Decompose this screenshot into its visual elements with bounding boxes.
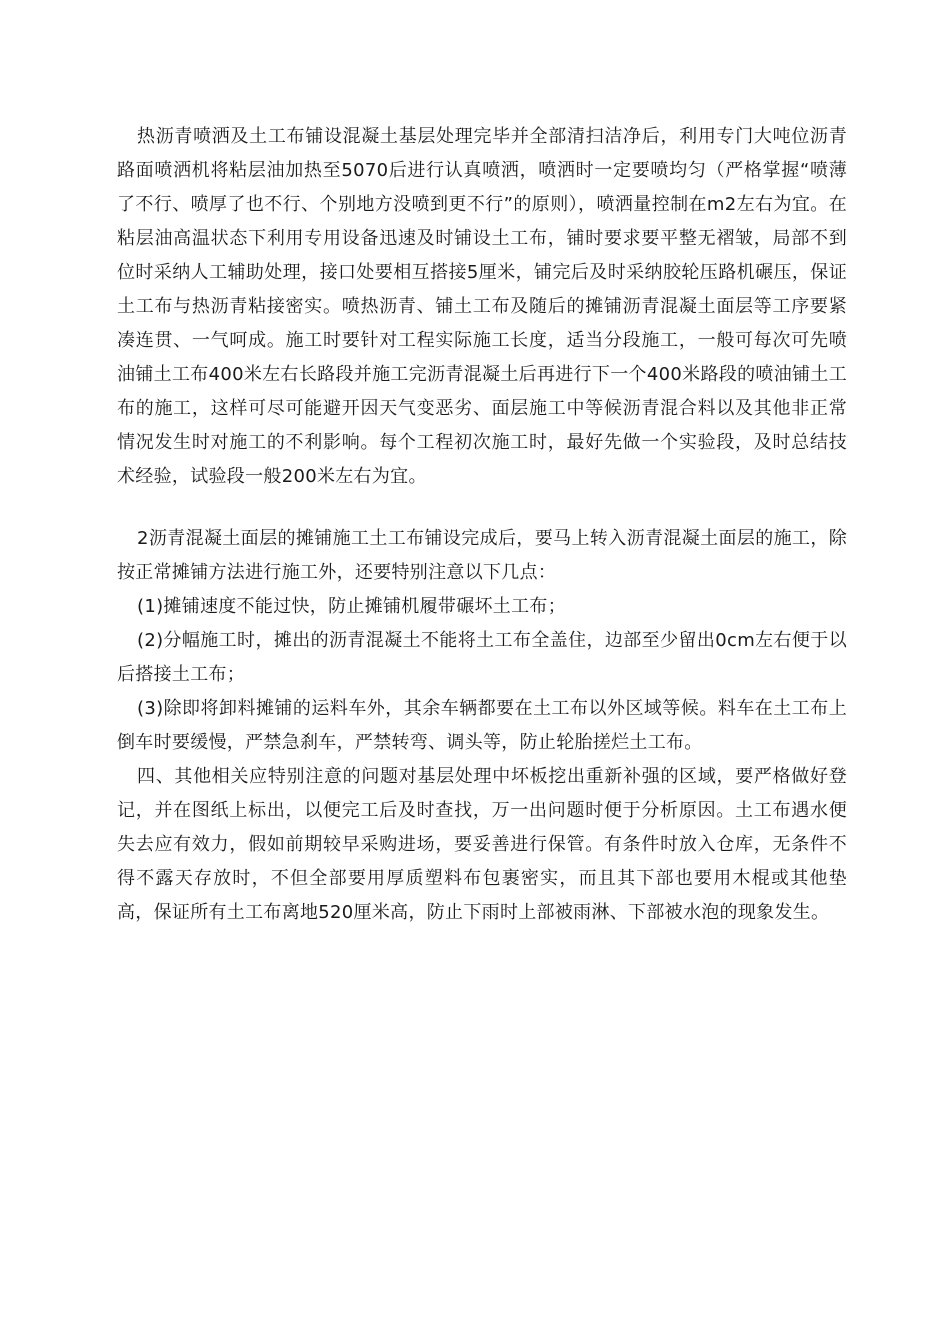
- paragraph-asphalt-spraying: 热沥青喷洒及土工布铺设混凝土基层处理完毕并全部清扫洁净后，利用专门大吨位沥青路面喷洒机将粘层油加热至5070后进行认真喷洒，喷洒时一定要喷均匀（严格掌握“喷薄了不行、喷厚了也不行、个别地方没喷到更不行”的原则），喷洒量控制在m2左右为宜。在粘层油高温状态下利用专用设备迅速及时铺设土工布，铺时要求要平整无褶皱，局部不到位时采纳人工辅助处理，接口处要相互搭接5厘米，铺完后及时采纳胶轮压路机碾压，保证土工布与热沥青粘接密实。喷热沥青、铺土工布及随后的摊铺沥青混凝土面层等工序要紧凑连贯、一气呵成。施工时要针对工程实际施工长度，适当分段施工，一般可每次可先喷油铺土工布400米左右长路段并施工完沥青混凝土后再进行下一个400米路段的喷油铺土工布的施工，这样可尽可能避开因天气变恶劣、面层施工中等候沥青混合料以及其他非正常情况发生时对施工的不利影响。每个工程初次施工时，最好先做一个实验段，及时总结技术经验，试验段一般200米左右为宜。: [117, 126, 847, 487]
- document-body: [117, 120, 847, 930]
- paragraph-note-1: (1)摊铺速度不能过快，防止摊铺机履带碾坏土工布；: [137, 596, 566, 617]
- paragraph-note-2: (2)分幅施工时，摊出的沥青混凝土不能将土工布全盖住，边部至少留出0cm左右便于以后搭接土工布；: [117, 630, 847, 685]
- paragraph-note-3: (3)除即将卸料摊铺的运料车外，其余车辆都要在土工布以外区域等候。料车在土工布上倒车时要缓慢，严禁急刹车，严禁转弯、调头等，防止轮胎搓烂土工布。: [117, 698, 847, 753]
- paragraph-other-issues: 四、其他相关应特别注意的问题对基层处理中坏板挖出重新补强的区域，要严格做好登记，并在图纸上标出，以便完工后及时查找，万一出问题时便于分析原因。土工布遇水便失去应有效力，假如前期较早采购进场，要妥善进行保管。有条件时放入仓库，无条件不得不露天存放时，不但全部要用厚质塑料布包裹密实，而且其下部也要用木棍或其他垫高，保证所有土工布离地520厘米高，防止下雨时上部被雨淋、下部被水泡的现象发生。: [117, 766, 847, 923]
- paragraph-surface-paving: 2沥青混凝土面层的摊铺施工土工布铺设完成后，要马上转入沥青混凝土面层的施工，除按正常摊铺方法进行施工外，还要特别注意以下几点：: [117, 528, 847, 583]
